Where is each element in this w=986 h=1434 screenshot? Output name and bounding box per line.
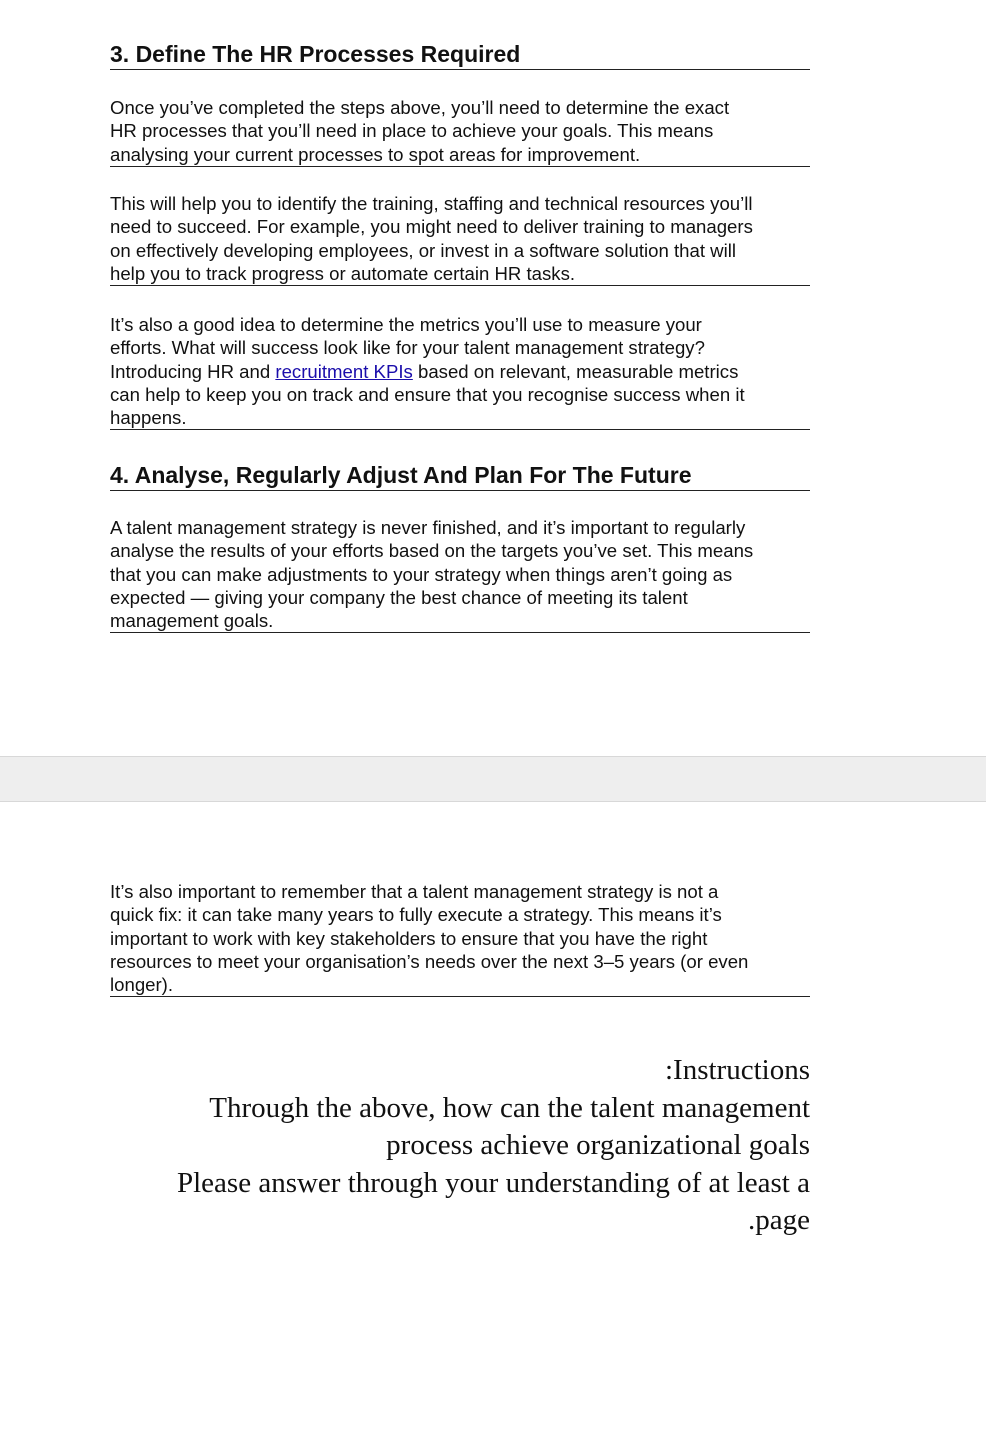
text-line: efforts. What will success look like for your talent management strategy? [110,337,705,359]
instructions-line: Through the above, how can the talent management [209,1091,810,1124]
text-line: help you to track progress or automate certain HR tasks. [110,262,576,284]
instructions-line: process achieve organizational goals [386,1129,810,1161]
text-line: It’s also important to remember that a talent management strategy is not a [110,881,719,902]
text-line: happens. [110,407,187,429]
text-line: HR processes that you’ll need in place to achieve your goals. This means [110,120,714,142]
section-3-paragraph-2 [110,192,810,286]
text-line: It’s also a good idea to determine the metrics you’ll use to measure your [110,314,702,335]
section-3-paragraph-1 [110,96,810,167]
text-segment: based on relevant, measurable metrics [412,360,739,382]
section-4-paragraph-2 [110,880,810,997]
text-line: longer). [110,974,174,996]
section-3-heading: 3. Define The HR Processes Required [110,40,810,70]
page-separator [0,756,986,802]
instructions-line: Please answer through your understanding of at least a [177,1166,810,1199]
text-line: This will help you to identify the training, staffing and technical resources you’ll [110,193,753,214]
document-page-2 [0,802,986,1434]
instructions-block [110,1052,810,1240]
text-line: analysing your current processes to spot areas for improvement. [110,143,641,165]
text-line: analyse the results of your efforts based on the targets you’ve set. This means [110,540,754,562]
text-line: need to succeed. For example, you might need to deliver training to managers [110,216,753,238]
text-line: can help to keep you on track and ensure that you recognise success when it [110,383,745,405]
text-line: important to work with key stakeholders to ensure that you have the right [110,927,708,949]
text-line: A talent management strategy is never finished, and it’s important to regularly [110,517,746,538]
section-3-paragraph-3 [110,313,810,430]
text-line: expected — giving your company the best chance of meeting its talent [110,586,688,608]
section-4-heading: 4. Analyse, Regularly Adjust And Plan For The Future [110,461,810,491]
text-line: quick fix: it can take many years to fully execute a strategy. This means it’s [110,904,722,926]
section-4-paragraph-1 [110,516,810,633]
instructions-title: :Instructions [665,1054,810,1086]
text-line: Once you’ve completed the steps above, you’ll need to determine the exact [110,97,730,118]
text-line: on effectively developing employees, or invest in a software solution that will [110,239,736,261]
text-segment: Introducing HR and [110,360,276,382]
text-line-with-link [110,360,810,383]
text-line: that you can make adjustments to your strategy when things aren’t going as [110,563,733,585]
text-line: management goals. [110,610,274,632]
recruitment-kpis-link[interactable]: recruitment KPIs [275,360,413,382]
text-line: resources to meet your organisation’s needs over the next 3–5 years (or even [110,950,749,972]
instructions-line: .page [748,1204,810,1236]
